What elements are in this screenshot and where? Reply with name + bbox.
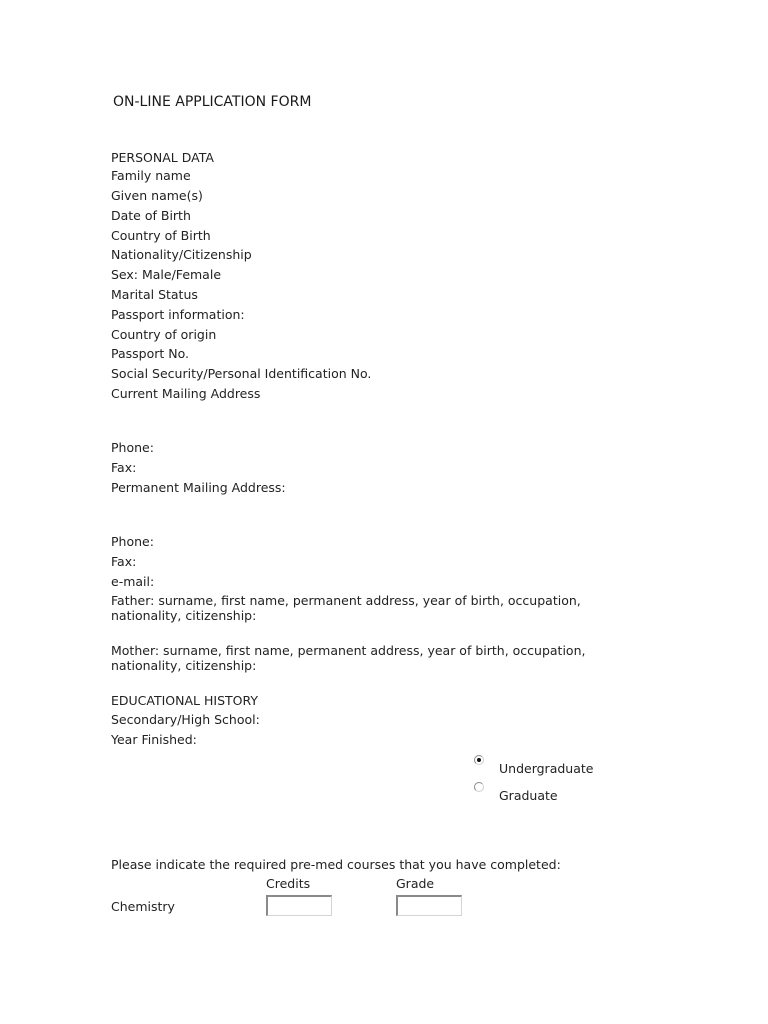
courses-prompt: Please indicate the required pre-med courses that you have completed: [111, 857, 561, 872]
secondary-school-label: Secondary/High School: [111, 712, 260, 727]
passport-no-label: Passport No. [111, 346, 190, 361]
email-label: e-mail: [111, 574, 155, 589]
personal-data-heading: PERSONAL DATA [111, 150, 214, 165]
chemistry-grade-input[interactable] [396, 895, 462, 916]
sex-label: Sex: Male/Female [111, 267, 222, 282]
date-of-birth-label: Date of Birth [111, 208, 191, 223]
current-fax-label: Fax: [111, 460, 137, 475]
credits-column-header: Credits [266, 876, 311, 891]
social-security-label: Social Security/Personal Identification No. [111, 366, 372, 381]
permanent-address-label: Permanent Mailing Address: [111, 480, 286, 495]
marital-status-label: Marital Status [111, 287, 198, 302]
nationality-label: Nationality/Citizenship [111, 247, 252, 262]
permanent-fax-label: Fax: [111, 554, 137, 569]
undergraduate-option[interactable] [474, 755, 593, 776]
chemistry-credits-input[interactable] [266, 895, 332, 916]
year-finished-label: Year Finished: [111, 732, 197, 747]
mother-info-label: Mother: surname, first name, permanent address, year of birth, occupation, nationality, citizenship: [111, 643, 586, 673]
country-of-birth-label: Country of Birth [111, 228, 211, 243]
undergraduate-radio[interactable] [474, 755, 484, 765]
family-name-label: Family name [111, 168, 191, 183]
graduate-label: Graduate [499, 788, 558, 803]
passport-info-label: Passport information: [111, 307, 245, 322]
educational-history-heading: EDUCATIONAL HISTORY [111, 693, 258, 708]
graduate-radio[interactable] [474, 782, 484, 792]
graduate-option[interactable] [474, 782, 558, 803]
permanent-phone-label: Phone: [111, 534, 154, 549]
given-names-label: Given name(s) [111, 188, 203, 203]
grade-column-header: Grade [396, 876, 435, 891]
form-title: ON-LINE APPLICATION FORM [113, 94, 312, 110]
father-info-label: Father: surname, first name, permanent address, year of birth, occupation, nationality, citizenship: [111, 593, 581, 623]
current-address-label: Current Mailing Address [111, 386, 261, 401]
current-phone-label: Phone: [111, 440, 154, 455]
undergraduate-label: Undergraduate [499, 761, 594, 776]
course-name-chemistry: Chemistry [111, 899, 175, 914]
country-of-origin-label: Country of origin [111, 327, 217, 342]
